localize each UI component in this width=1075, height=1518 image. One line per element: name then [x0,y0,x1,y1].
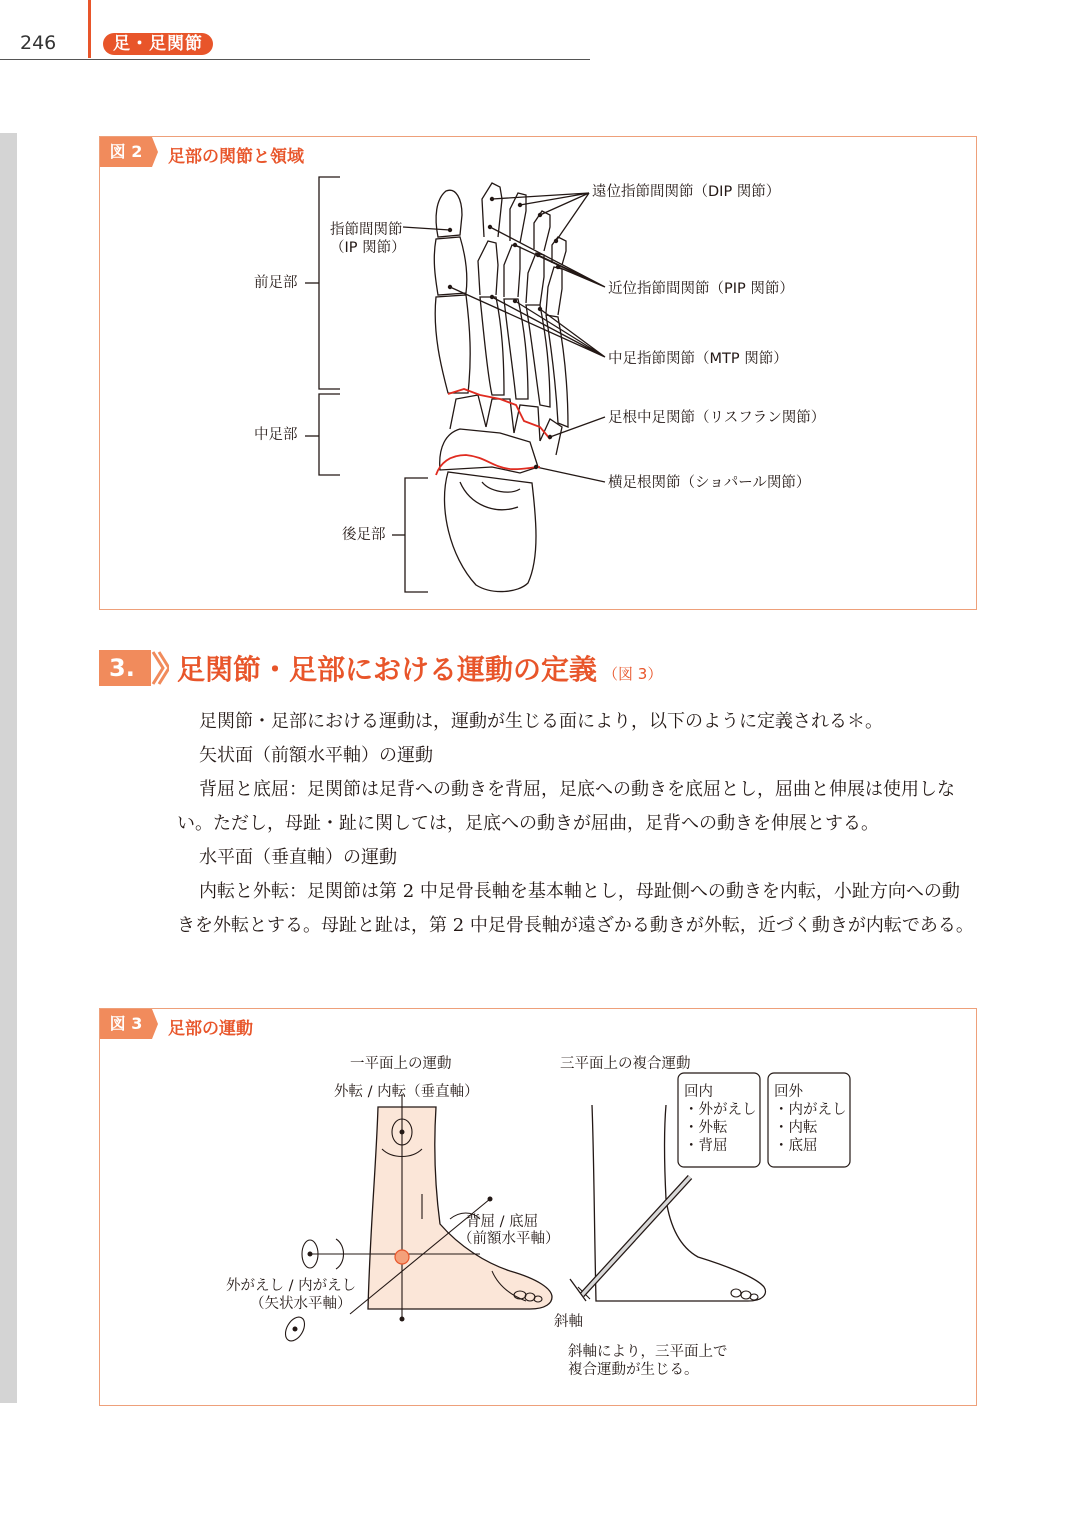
figure-2-title: 足部の関節と領域 [168,147,304,167]
section-figure-ref: （図 3） [603,665,663,683]
label-vertical-axis: 外転 / 内転（垂直軸） [334,1084,479,1100]
supination-box-title: 回外 [774,1084,803,1100]
subheading-horizontal: 水平面（垂直軸）の運動 [199,847,397,868]
header-rule [0,59,590,60]
section-title-text: 足関節・足部における運動の定義 [177,653,598,686]
paragraph-abduction: 内転と外転：足関節は第 2 中足骨長軸を基本軸とし，母趾側への動きを内転，小趾方向への動きを外転とする。母趾と趾は，第 2 中足骨長軸が遠ざかる動きが外転，近づく動きが内転である。 [177,881,974,936]
section-chevron-icon [151,650,169,686]
label-chopart-joint: 横足根関節（ショパール関節） [608,475,811,491]
figure-3 [99,1008,977,1406]
note-line-1: 斜軸により，三平面上で [568,1344,728,1360]
foot-motion-illustration [100,1009,976,1405]
figure-2-tag: 図 2 [100,137,152,167]
foot-skeleton-illustration [100,137,976,609]
side-margin-strip [0,133,17,1403]
label-pip-joint: 近位指節間関節（PIP 関節） [608,281,794,297]
label-ip-joint: 指節間関節 [330,222,403,238]
figure-3-tag: 図 3 [100,1009,152,1039]
label-oblique-axis: 斜軸 [554,1314,583,1330]
label-dip-joint: 遠位指節間関節（DIP 関節） [592,184,781,200]
figure-3-title: 足部の運動 [168,1019,253,1039]
pronation-item: ・背屈 [684,1138,728,1154]
label-forefoot: 前足部 [254,275,298,291]
pronation-item: ・外がえし [684,1102,757,1118]
label-frontal-axis: 背屈 / 底屈 [466,1214,539,1230]
pronation-item: ・外転 [684,1120,728,1136]
chapter-badge: 足・足関節 [103,33,213,55]
section-title [177,648,662,688]
label-lisfranc-joint: 足根中足関節（リスフラン関節） [608,410,826,426]
paragraph-dorsiflexion: 背屈と底屈：足関節は足背への動きを背屈，足底への動きを底屈とし，屈曲と伸展は使用しない。ただし，母趾・趾に関しては，足底への動きが屈曲，足背への動きを伸展とする。 [177,779,955,834]
label-frontal-axis-sub: （前額水平軸） [458,1231,560,1247]
label-ip-joint-abbr: （IP 関節） [330,240,406,256]
label-sagittal-axis: 外がえし / 内がえし [226,1278,357,1294]
supination-item: ・底屈 [774,1138,818,1154]
label-midfoot: 中足部 [254,427,298,443]
section-number-badge: 3. [99,650,151,686]
subheading-sagittal: 矢状面（前額水平軸）の運動 [199,745,433,766]
label-mtp-joint: 中足指節関節（MTP 関節） [608,351,788,367]
label-hindfoot: 後足部 [342,527,386,543]
figure-2 [99,136,977,610]
supination-item: ・内転 [774,1120,818,1136]
paragraph-intro: 足関節・足部における運動は，運動が生じる面により，以下のように定義される＊。 [199,711,883,732]
label-single-plane: 一平面上の運動 [350,1056,452,1072]
pronation-box-title: 回内 [684,1084,713,1100]
header-accent-bar [88,0,91,58]
note-line-2: 複合運動が生じる。 [568,1362,699,1378]
supination-item: ・内がえし [774,1102,847,1118]
page-number: 246 [20,32,57,54]
label-sagittal-axis-sub: （矢状水平軸） [250,1296,352,1312]
label-triplane: 三平面上の複合運動 [560,1056,691,1072]
body-text [177,705,977,943]
